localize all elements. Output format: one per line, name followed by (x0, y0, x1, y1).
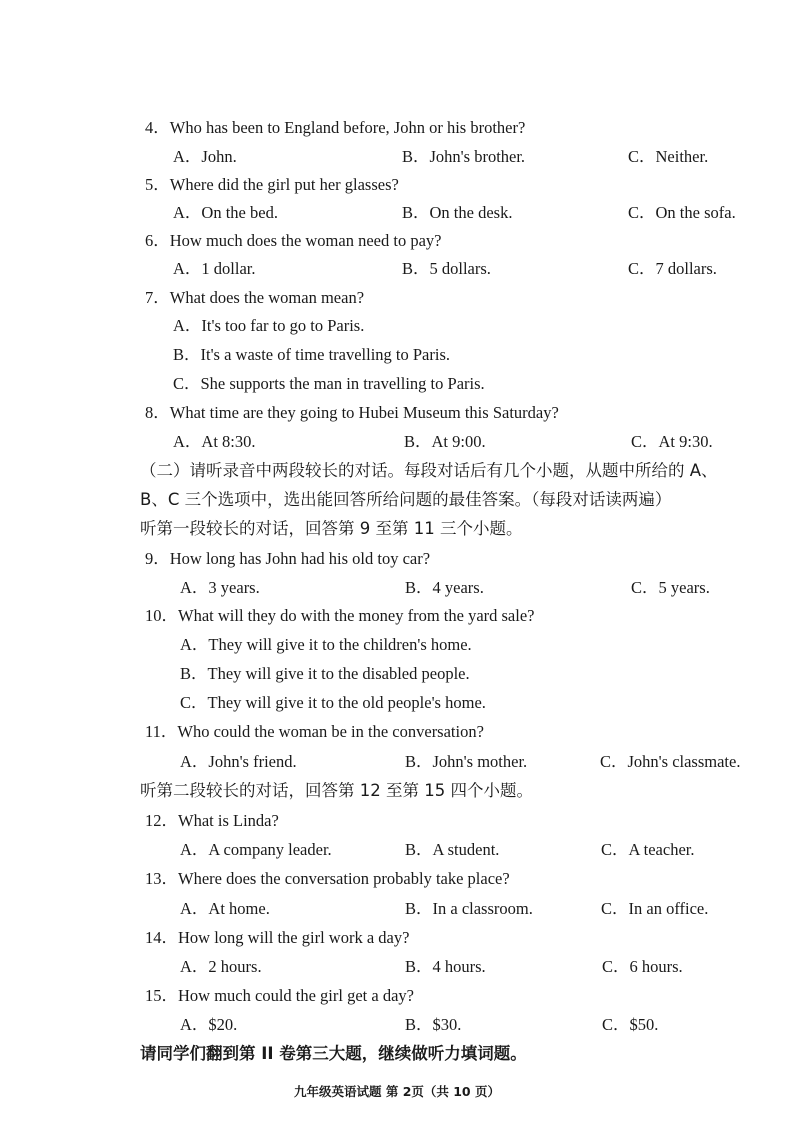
question-12-option-a: A．A company leader. (180, 840, 332, 859)
question-15-option-c: C．$50. (602, 1015, 659, 1034)
question-10-option-b: B．They will give it to the disabled people. (180, 664, 470, 683)
question-14-option-c: C．6 hours. (602, 957, 683, 976)
question-9-option-a: A．3 years. (180, 578, 260, 597)
question-13: 13．Where does the conversation probably take place? (145, 869, 510, 888)
question-7-option-b: B．It's a waste of time travelling to Paris. (173, 345, 451, 364)
question-12-option-c: C．A teacher. (601, 840, 695, 859)
question-5-option-b: B．On the desk. (402, 203, 513, 222)
question-5-option-a: A．On the bed. (173, 203, 278, 222)
question-13-option-a: A．At home. (180, 899, 270, 918)
question-9: 9．How long has John had his old toy car? (145, 549, 431, 568)
question-10-option-a: A．They will give it to the children's home. (180, 635, 472, 654)
question-9-option-c: C．5 years. (631, 578, 710, 597)
section-2-instruction-line-1: （二）请听录音中两段较长的对话。每段对话后有几个小题，从题中所给的 A、 (140, 461, 718, 480)
question-6: 6．How much does the woman need to pay? (145, 231, 442, 250)
question-11-option-b: B．John's mother. (405, 752, 528, 771)
question-9-option-b: B．4 years. (405, 578, 484, 597)
question-11: 11．Who could the woman be in the conversation? (145, 722, 484, 741)
question-8-option-a: A．At 8:30. (173, 432, 256, 451)
question-12: 12．What is Linda? (145, 811, 279, 830)
question-15: 15．How much could the girl get a day? (145, 986, 414, 1005)
dialog-1-instruction: 听第一段较长的对话，回答第 9 至第 11 三个小题。 (140, 519, 523, 538)
question-5-option-c: C．On the sofa. (628, 203, 736, 222)
question-4-option-b: B．John's brother. (402, 147, 526, 166)
closing-instruction: 请同学们翻到第 II 卷第三大题，继续做听力填词题。 (140, 1044, 527, 1063)
question-6-option-a: A．1 dollar. (173, 259, 256, 278)
question-14-option-b: B．4 hours. (405, 957, 486, 976)
question-6-option-c: C．7 dollars. (628, 259, 717, 278)
question-15-option-b: B．$30. (405, 1015, 462, 1034)
section-2-instruction-line-2: B、C 三个选项中，选出能回答所给问题的最佳答案。（每段对话读两遍） (140, 490, 672, 509)
question-10: 10．What will they do with the money from the yard sale? (145, 606, 535, 625)
question-13-option-c: C．In an office. (601, 899, 709, 918)
question-13-option-b: B．In a classroom. (405, 899, 533, 918)
question-6-option-b: B．5 dollars. (402, 259, 491, 278)
question-4-option-a: A．John. (173, 147, 237, 166)
question-8-option-b: B．At 9:00. (404, 432, 486, 451)
question-12-option-b: B．A student. (405, 840, 500, 859)
question-7: 7．What does the woman mean? (145, 288, 365, 307)
question-15-option-a: A．$20. (180, 1015, 238, 1034)
question-4-option-c: C．Neither. (628, 147, 709, 166)
question-7-option-a: A．It's too far to go to Paris. (173, 316, 365, 335)
question-8: 8．What time are they going to Hubei Museum this Saturday? (145, 403, 559, 422)
question-14-option-a: A．2 hours. (180, 957, 262, 976)
question-11-option-a: A．John's friend. (180, 752, 297, 771)
question-4: 4．Who has been to England before, John or his brother? (145, 118, 526, 137)
question-8-option-c: C．At 9:30. (631, 432, 713, 451)
question-11-option-c: C．John's classmate. (600, 752, 741, 771)
question-14: 14．How long will the girl work a day? (145, 928, 410, 947)
question-5: 5．Where did the girl put her glasses? (145, 175, 399, 194)
page-footer: 九年级英语试题 第 2页（共 10 页） (293, 1084, 500, 1099)
dialog-2-instruction: 听第二段较长的对话，回答第 12 至第 15 四个小题。 (140, 781, 533, 800)
question-7-option-c: C．She supports the man in travelling to Paris. (173, 374, 485, 393)
question-10-option-c: C．They will give it to the old people's home. (180, 693, 486, 712)
